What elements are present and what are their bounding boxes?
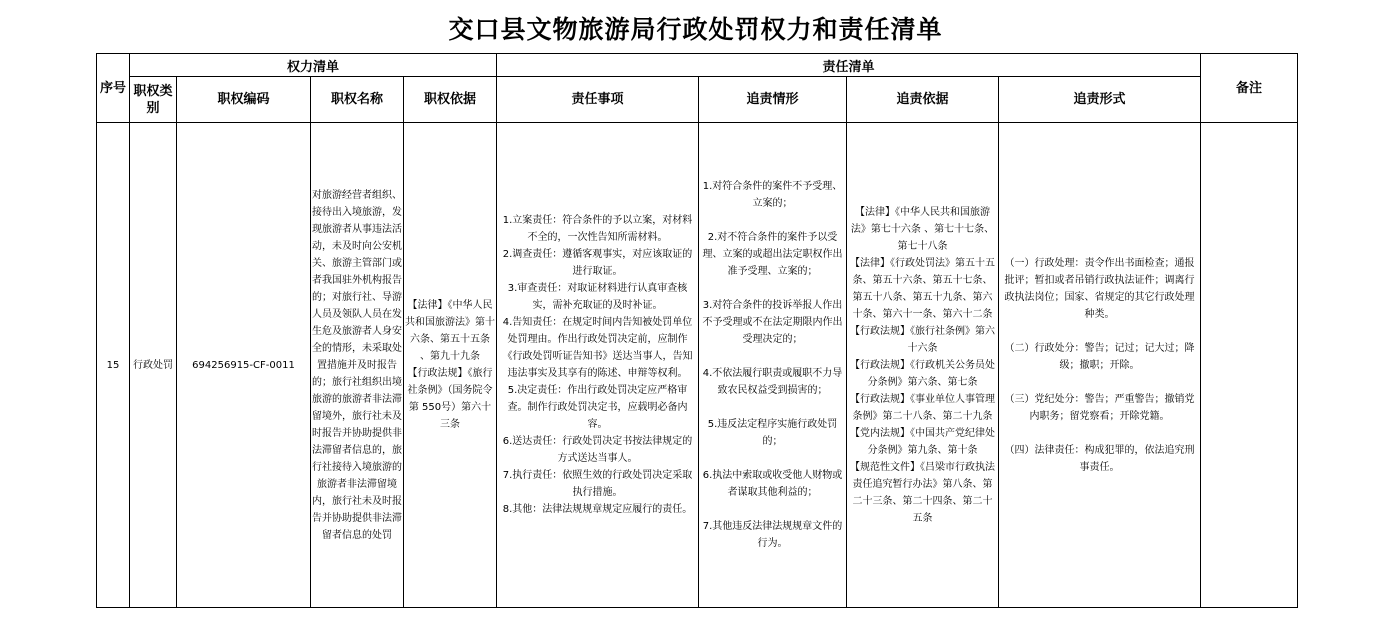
basis-paragraph: 【行政法规】《旅行社条例》（国务院令第 550号）第六十三条 [407, 368, 493, 430]
duty-item: 5.决定责任：作出行政处罚决定应严格审查。制作行政处罚决定书，应载明必备内容。 [507, 385, 688, 430]
cell-category [130, 123, 177, 608]
duty-item: 6.送达责任：行政处罚决定书按法律规定的方式送达当事人。 [502, 436, 693, 464]
accountability-case: 7.其他违反法律法规规章文件的行为。 [702, 521, 843, 549]
power-responsibility-table [96, 53, 1298, 608]
accountability-basis-paragraph: 【法律】《行政处罚法》第五十五条、第五十六条、第五十七条、第五十八条、第五十九条、第六十条、第六十一条、第六十二条 [850, 257, 996, 320]
accountability-basis-paragraph: 【党内法规】《中国共产党纪律处分条例》第九条、第十条 [850, 427, 996, 456]
basis-list [404, 297, 496, 433]
accountability-forms-list [999, 255, 1200, 476]
accountability-basis-list [847, 204, 998, 527]
header-accountability-basis: 追责依据 [847, 77, 999, 123]
duty-item: 1.立案责任：符合条件的予以立案，对材料不全的，一次性告知所需材料。 [502, 215, 693, 243]
accountability-form: （三）党纪处分：警告；严重警告；撤销党内职务；留党察看；开除党籍。 [1004, 393, 1195, 422]
header-accountability-forms: 追责形式 [999, 77, 1201, 123]
accountability-cases-list [699, 178, 846, 552]
duty-items-list [497, 212, 698, 518]
accountability-form: （一）行政处理：责令作出书面检查；通报批评；暂扣或者吊销行政执法证件；调离行政执法岗位；国家、省规定的其它行政处理种类。 [1004, 257, 1195, 320]
header-remarks: 备注 [1201, 54, 1298, 123]
header-power-basis: 职权依据 [404, 77, 497, 123]
header-power-list: 权力清单 [130, 54, 497, 77]
accountability-case: 6.执法中索取或收受他人财物或者谋取其他利益的； [702, 470, 843, 498]
cell-seq [97, 123, 130, 608]
duty-item: 8.其他：法律法规规章规定应履行的责任。 [502, 504, 693, 515]
accountability-basis-paragraph: 【规范性文件】《吕梁市行政执法责任追究暂行办法》第八条、第二十三条、第二十四条、第二十五条 [850, 461, 996, 524]
duty-item: 2.调查责任：遵循客观事实，对应该取证的进行取证。 [502, 249, 693, 277]
accountability-basis-paragraph: 【行政法规】《行政机关公务员处分条例》第六条、第七条 [850, 359, 996, 388]
header-power-code: 职权编码 [177, 77, 311, 123]
cell-accountability-forms [999, 123, 1201, 608]
accountability-form: （四）法律责任：构成犯罪的，依法追究刑事责任。 [1004, 444, 1195, 473]
cell-name [311, 123, 404, 608]
accountability-case: 4.不依法履行职责或履职不力导致农民权益受到损害的； [702, 368, 843, 396]
cell-code [177, 123, 311, 608]
cell-remarks [1201, 123, 1298, 608]
category-value: 行政处罚 [133, 359, 173, 371]
code-value: 694256915-CF-0011 [192, 359, 295, 371]
accountability-case: 1.对符合条件的案件不予受理、立案的； [702, 181, 843, 209]
cell-duty-items [497, 123, 699, 608]
seq-value: 15 [106, 359, 120, 371]
header-accountability-cases: 追责情形 [699, 77, 847, 123]
basis-paragraph: 【法律】《中华人民共和国旅游法》第十六条、第五十五条 、第九十九条 [405, 300, 495, 362]
accountability-form: （二）行政处分：警告；记过；记大过；降级；撤职；开除。 [1004, 342, 1195, 371]
duty-item: 7.执行责任：依照生效的行政处罚决定采取执行措施。 [502, 470, 693, 498]
header-power-category: 职权类别 [130, 77, 177, 123]
page-title: 交口县文物旅游局行政处罚权力和责任清单 [448, 15, 943, 44]
cell-accountability-basis [847, 123, 999, 608]
duty-item: 3.审查责任：对取证材料进行认真审查核实，需补充取证的及时补证。 [507, 283, 688, 311]
accountability-basis-paragraph: 【行政法规】《事业单位人事管理条例》第二十八条、第二十九条 [850, 393, 996, 422]
header-duty-items: 责任事项 [497, 77, 699, 123]
duty-item: 4.告知责任：在规定时间内告知被处罚单位处罚理由。作出行政处罚决定前，应制作《行政处罚听证告知书》送达当事人，告知违法事实及其享有的陈述、申辩等权利。 [502, 317, 693, 379]
accountability-case: 2.对不符合条件的案件予以受理、立案的或超出法定职权作出准予受理、立案的； [702, 232, 843, 277]
accountability-case: 3.对符合条件的投诉举报人作出不予受理或不在法定期限内作出受理决定的； [702, 300, 843, 345]
name-value: 对旅游经营者组织、接待出入境旅游，发现旅游者从事违法活动，未及时向公安机关、旅游主管部门或者我国驻外机构报告的；对旅行社、导游人员及领队人员在发生危及旅游者人身安全的情形，未采取处置措施并及时报告的；旅行社组织出境旅游的旅游者非法滞留境外，旅行社未及时报告并协助提供非法滞留者信息的，旅行社接待入境旅游的旅游者非法滞留境内，旅行社未及时报告并协助提供非法滞留者信息的处罚 [312, 189, 402, 541]
table-row [97, 123, 1298, 608]
accountability-basis-paragraph: 【行政法规】《旅行社条例》第六十六条 [850, 325, 996, 354]
header-power-name: 职权名称 [311, 77, 404, 123]
header-duty-list: 责任清单 [497, 54, 1201, 77]
accountability-basis-paragraph: 【法律】《中华人民共和国旅游法》第七十六条 、第七十七条、第七十八条 [850, 206, 995, 252]
accountability-case: 5.违反法定程序实施行政处罚的； [707, 419, 838, 447]
cell-basis [404, 123, 497, 608]
header-seq: 序号 [97, 54, 130, 123]
cell-accountability-cases [699, 123, 847, 608]
